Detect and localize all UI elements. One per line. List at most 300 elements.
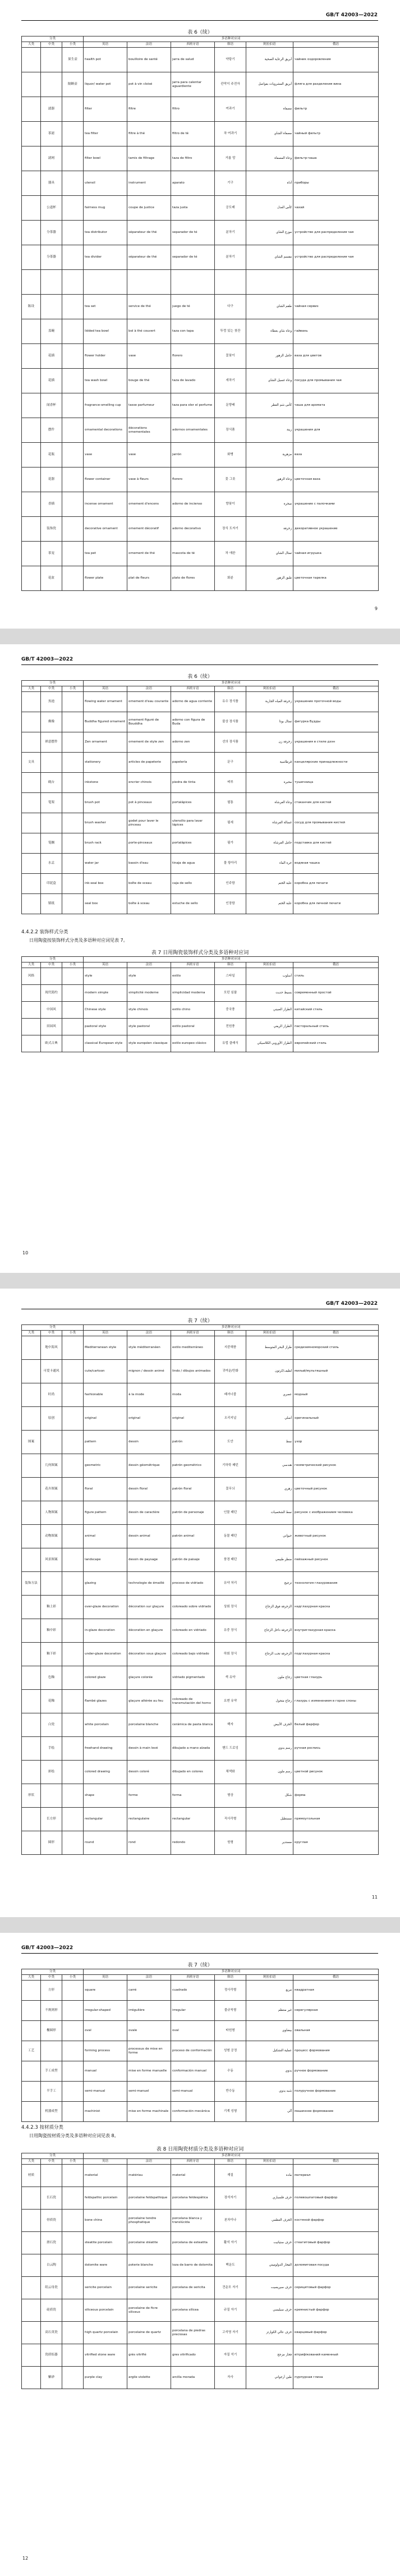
cell-arabic: مادة xyxy=(246,2165,293,2187)
cell-arabic: أداة xyxy=(246,171,293,196)
cell-russian: материал xyxy=(293,2165,379,2187)
cell-arabic: الخزف العظمي xyxy=(246,2210,293,2232)
cell-russian: квадратная xyxy=(293,1981,379,2001)
cell-arabic: محبرة xyxy=(246,773,293,793)
cell-category-mid: 花瓶 xyxy=(41,443,62,467)
cell-category-mid: 时尚 xyxy=(41,1383,62,1407)
header-dalei: 大类 xyxy=(22,962,41,968)
cell-category-minor xyxy=(62,344,84,369)
cell-korean: 귀여운/만화 xyxy=(215,1360,246,1383)
cell-spanish: coloreado en vidriado xyxy=(171,1619,215,1643)
cell-category-mid: 盖碗 xyxy=(41,319,62,344)
table-row xyxy=(22,813,379,833)
cell-arabic: آلي xyxy=(246,2102,293,2122)
cell-arabic: تمثال بوذا xyxy=(246,712,293,732)
header-fr: 法语 xyxy=(127,42,171,48)
cell-arabic: علبة الختم xyxy=(246,874,293,894)
table-row xyxy=(22,48,379,72)
cell-category-minor xyxy=(62,171,84,196)
cell-french: mignon / dessin animé xyxy=(127,1360,171,1383)
cell-korean: 원형 xyxy=(215,1831,246,1855)
cell-spanish: portalápices xyxy=(171,793,215,813)
cell-category-major xyxy=(22,418,41,443)
cell-spanish: adorno zen xyxy=(171,732,215,753)
cell-arabic: وعاء الفرشاة xyxy=(246,793,293,813)
cell-arabic: رسم يدوي xyxy=(246,1737,293,1761)
page-12 xyxy=(0,1933,400,2576)
cell-french: bassin d'eau xyxy=(127,854,171,874)
cell-arabic: الخزف الأبيض xyxy=(246,1713,293,1737)
cell-category-minor xyxy=(62,2254,84,2277)
cell-spanish: taza con tapa xyxy=(171,319,215,344)
cell-english: fairness mug xyxy=(84,196,127,221)
cell-category-mid xyxy=(41,72,62,97)
cell-category-major xyxy=(22,270,41,295)
table-row xyxy=(22,1981,379,2001)
cell-english: decorative ornament xyxy=(84,517,127,542)
table-row xyxy=(22,2102,379,2122)
cell-category-mid: 花盆 xyxy=(41,566,62,591)
cell-french: poterie blanche xyxy=(127,2254,171,2277)
table7-title: 表 7 日用陶瓷装饰样式分类及多语种对应词 xyxy=(151,950,249,956)
cell-category-mid: 茶宠 xyxy=(41,542,62,566)
table-row xyxy=(22,344,379,369)
cell-category-minor xyxy=(62,1035,84,1052)
section-paragraph: 日用陶瓷按材质分类及多语种对应词见表 8。 xyxy=(29,2133,119,2138)
cell-french: dessin de paysage xyxy=(127,1548,171,1572)
cell-category-mid xyxy=(41,1572,62,1596)
cell-english: ornamental decorations xyxy=(84,418,127,443)
cell-category-minor xyxy=(62,1548,84,1572)
table-row xyxy=(22,1336,379,1360)
header-en: 英语 xyxy=(84,1975,127,1981)
section-heading-4-4-2-3: 4.4.2.3 按材质分类 xyxy=(21,2125,63,2130)
cell-category-mid: 方形 xyxy=(41,1981,62,2001)
cell-arabic: فخار مزجج xyxy=(246,2344,293,2367)
cell-russian: белый фарфор xyxy=(293,1713,379,1737)
cell-korean: 유수 장식품 xyxy=(215,692,246,712)
cell-arabic: حيواني xyxy=(246,1525,293,1548)
cell-korean: 타원형 xyxy=(215,2021,246,2041)
cell-arabic: حامل الزهور xyxy=(246,344,293,369)
cell-arabic: خزف عالي الكوارتز xyxy=(246,2322,293,2344)
table-header-row xyxy=(22,681,379,686)
cell-category-minor xyxy=(62,1596,84,1619)
cell-category-mid: 几何图案 xyxy=(41,1454,62,1478)
cell-category-major xyxy=(22,692,41,712)
cell-category-minor xyxy=(62,122,84,146)
cell-category-major xyxy=(22,1643,41,1666)
cell-arabic: شبه يدوي xyxy=(246,2082,293,2102)
cell-category-major xyxy=(22,2322,41,2344)
cell-category-minor xyxy=(62,2001,84,2021)
header-ar: 阿拉伯语 xyxy=(246,1331,293,1336)
cell-spanish: dibujado a mano alzada xyxy=(171,1737,215,1761)
cell-category-mid: 花插 xyxy=(41,369,62,393)
cell-english: over-glaze decoration xyxy=(84,1596,127,1619)
table-row xyxy=(22,2041,379,2061)
cell-category-minor xyxy=(62,1019,84,1035)
table-row xyxy=(22,221,379,245)
cell-category-mid: 白云陶 xyxy=(41,2254,62,2277)
table-row xyxy=(22,1737,379,1761)
cell-category-major xyxy=(22,1808,41,1831)
cell-category-minor xyxy=(62,443,84,467)
table-row xyxy=(22,2367,379,2389)
cell-arabic: زخرفة المياه الجارية xyxy=(246,692,293,712)
cell-spanish: dibujado en colores xyxy=(171,1761,215,1784)
table-row xyxy=(22,566,379,591)
cell-category-major xyxy=(22,2367,41,2389)
cell-french: technologie de émaillé xyxy=(127,1572,171,1596)
cell-category-minor xyxy=(62,1454,84,1478)
page-9 xyxy=(0,0,400,629)
table-row xyxy=(22,1784,379,1808)
cell-category-minor xyxy=(62,753,84,773)
page-separator xyxy=(0,1917,400,1933)
cell-category-minor xyxy=(62,2021,84,2041)
header-rule xyxy=(21,20,378,21)
header-ar: 阿拉伯语 xyxy=(246,1975,293,1981)
cell-spanish: porcelana silícea xyxy=(171,2299,215,2322)
cell-russian: современный простой xyxy=(293,985,379,1002)
cell-spanish: taza justa xyxy=(171,196,215,221)
cell-french: rectangulaire xyxy=(127,1808,171,1831)
header-es: 西班牙语 xyxy=(171,1331,215,1336)
cell-category-major xyxy=(22,1666,41,1690)
cell-spanish: jarra de salud xyxy=(171,48,215,72)
table8-title: 表 8 日用陶瓷材质分类及多语种对应词 xyxy=(156,2147,244,2152)
cell-arabic: منظر طبيعي xyxy=(246,1548,293,1572)
cell-russian: стаканчик для кистей xyxy=(293,793,379,813)
table-row xyxy=(22,1619,379,1643)
cell-category-minor: 果生壶 xyxy=(62,48,84,72)
table-row xyxy=(22,467,379,492)
table-row xyxy=(22,2165,379,2187)
cell-arabic: طراز البحر المتوسط xyxy=(246,1336,293,1360)
cell-arabic: طين أرجواني xyxy=(246,2367,293,2389)
cell-english: flower container xyxy=(84,467,127,492)
cell-category-minor xyxy=(62,968,84,985)
header-fr: 法语 xyxy=(127,686,171,692)
cell-english: cute/cartoon xyxy=(84,1360,127,1383)
header-ru: 俄语 xyxy=(293,2159,379,2165)
cell-spanish: conformación manual xyxy=(171,2061,215,2082)
cell-arabic: الفخار الدولوميتي xyxy=(246,2254,293,2277)
header-group: 分类 xyxy=(22,1969,84,1975)
cell-category-mid: 手绘 xyxy=(41,1737,62,1761)
cell-french: dessin géométrique xyxy=(127,1454,171,1478)
table-row xyxy=(22,2187,379,2210)
cell-category-major xyxy=(22,854,41,874)
cell-russian: китайский стиль xyxy=(293,1002,379,1019)
cell-french: style pastoral xyxy=(127,1019,171,1035)
cell-korean: 차 애완 xyxy=(215,542,246,566)
table-row xyxy=(22,1713,379,1737)
cell-category-mid: 机器成型 xyxy=(41,2102,62,2122)
cell-category-major xyxy=(22,1619,41,1643)
cell-russian: украшения для xyxy=(293,418,379,443)
table7b-title: 表 7（续） xyxy=(187,1318,213,1324)
table-row xyxy=(22,1643,379,1666)
cell-korean: 선의 장식품 xyxy=(215,732,246,753)
cell-french: instrument xyxy=(127,171,171,196)
cell-category-major: 陈设 xyxy=(22,295,41,319)
header-rule xyxy=(21,1953,378,1954)
cell-russian: животный рисунок xyxy=(293,1525,379,1548)
table-row xyxy=(22,2299,379,2322)
cell-arabic: مقسم الشاي xyxy=(246,245,293,270)
table-row xyxy=(22,97,379,122)
cell-english: brush pot xyxy=(84,793,127,813)
cell-russian: чайник оздоровления xyxy=(293,48,379,72)
cell-category-minor xyxy=(62,1501,84,1525)
cell-russian: модный xyxy=(293,1383,379,1407)
cell-arabic: نمط xyxy=(246,1431,293,1454)
cell-spanish: adornos ornamentales xyxy=(171,418,215,443)
cell-english: incense ornament xyxy=(84,492,127,517)
cell-spanish: tinaja de agua xyxy=(171,854,215,874)
cell-category-minor xyxy=(62,1407,84,1431)
cell-russian: кварцевый фарфор xyxy=(293,2322,379,2344)
cell-spanish: patrón de paisaje xyxy=(171,1548,215,1572)
table-row xyxy=(22,1407,379,1431)
cell-french: dessin xyxy=(127,1431,171,1454)
cell-russian xyxy=(293,270,379,295)
table-row xyxy=(22,1454,379,1478)
cell-russian: устройство для распределения чая xyxy=(293,221,379,245)
header-xiaolei: 小类 xyxy=(62,962,84,968)
cell-category-minor xyxy=(62,2232,84,2254)
table-header-row xyxy=(22,42,379,48)
table-row xyxy=(22,517,379,542)
cell-arabic: الزخرفة فوق الزجاج xyxy=(246,1596,293,1619)
cell-korean: 기계 성형 xyxy=(215,2102,246,2122)
cell-category-major xyxy=(22,2102,41,2122)
cell-english: tea pet xyxy=(84,542,127,566)
cell-russian: чахай xyxy=(293,196,379,221)
cell-category-mid xyxy=(41,295,62,319)
cell-french: dessin coloré xyxy=(127,1761,171,1784)
cell-arabic: كأس العدل xyxy=(246,196,293,221)
cell-english: pastoral style xyxy=(84,1019,127,1035)
cell-category-mid: 骨质瓷 xyxy=(41,2210,62,2232)
cell-category-minor xyxy=(62,542,84,566)
cell-spanish: proceso de vidriado xyxy=(171,1572,215,1596)
cell-spanish: porcelana de sericita xyxy=(171,2277,215,2299)
cell-russian: глазурь с изменением в горне слоны xyxy=(293,1690,379,1713)
cell-french: séparateur de thé xyxy=(127,221,171,245)
cell-category-mid: 花卉图案 xyxy=(41,1478,62,1501)
cell-russian: водяная чашка xyxy=(293,854,379,874)
cell-korean: 인주함 xyxy=(215,874,246,894)
cell-category-minor xyxy=(62,1784,84,1808)
cell-arabic: موزع الشاي xyxy=(246,221,293,245)
cell-category-mid xyxy=(41,2041,62,2061)
cell-korean: 물 항아리 xyxy=(215,854,246,874)
cell-category-mid xyxy=(41,2165,62,2187)
header-multilingual: 多语种对应词 xyxy=(84,681,379,686)
table-row xyxy=(22,2001,379,2021)
cell-arabic: بيضاوي xyxy=(246,2021,293,2041)
table-header-row xyxy=(22,2153,379,2159)
header-es: 西班牙语 xyxy=(171,42,215,48)
cell-russian: канцелярские принадлежности xyxy=(293,753,379,773)
cell-russian: тушечница xyxy=(293,773,379,793)
cell-category-major xyxy=(22,1981,41,2001)
cell-russian: чайный фильтр xyxy=(293,122,379,146)
cell-category-minor xyxy=(62,1431,84,1454)
header-fr: 法语 xyxy=(127,962,171,968)
cell-russian: форма xyxy=(293,1784,379,1808)
cell-arabic: مبخرة xyxy=(246,492,293,517)
header-zhonglei: 中类 xyxy=(41,686,62,692)
cell-korean: 유럽 클래식 xyxy=(215,1035,246,1052)
cell-category-mid: 长石瓷 xyxy=(41,2187,62,2210)
header-ja: 韩语 xyxy=(215,42,246,48)
cell-korean: 전원풍 xyxy=(215,1019,246,1035)
header-multilingual: 多语种对应词 xyxy=(84,36,379,42)
cell-korean: 백운도 xyxy=(215,2254,246,2277)
cell-russian: чайная сервиз xyxy=(293,295,379,319)
cell-category-mid: 绢云母瓷 xyxy=(41,2277,62,2299)
header-dalei: 大类 xyxy=(22,42,41,48)
cell-spanish: mascota de té xyxy=(171,542,215,566)
cell-korean: 다구 xyxy=(215,295,246,319)
cell-english: animal xyxy=(84,1525,127,1548)
cell-korean: 불상 장식품 xyxy=(215,712,246,732)
cell-category-minor xyxy=(62,985,84,1002)
table-row xyxy=(22,712,379,732)
cell-category-mid: 佛像 xyxy=(41,712,62,732)
cell-arabic: أصلي xyxy=(246,1407,293,1431)
cell-category-major xyxy=(22,2061,41,2082)
header-multilingual: 多语种对应词 xyxy=(84,1325,379,1331)
cell-russian: ручное формование xyxy=(293,2061,379,2082)
header-ru: 俄语 xyxy=(293,686,379,692)
cell-arabic: خزف سيريسيت xyxy=(246,2277,293,2299)
table-row xyxy=(22,1831,379,1855)
cell-category-major: 材质 xyxy=(22,2165,41,2187)
cell-korean: 도안 xyxy=(215,1431,246,1454)
cell-category-major xyxy=(22,2021,41,2041)
cell-korean: 형상 xyxy=(215,1784,246,1808)
cell-category-mid: 椭圆形 xyxy=(41,2021,62,2041)
cell-russian: пурпурная глина xyxy=(293,2367,379,2389)
cell-russian: чайная игрушка xyxy=(293,542,379,566)
cell-spanish: material xyxy=(171,2165,215,2187)
cell-category-mid: 滑石瓷 xyxy=(41,2232,62,2254)
header-es: 西班牙语 xyxy=(171,962,215,968)
cell-category-mid: 摆件 xyxy=(41,418,62,443)
cell-category-mid: 禅意摆件 xyxy=(41,732,62,753)
cell-category-major xyxy=(22,2254,41,2277)
cell-spanish: conformación mecánica xyxy=(171,2102,215,2122)
table-row xyxy=(22,492,379,517)
table-row xyxy=(22,1431,379,1454)
cell-category-minor xyxy=(62,1336,84,1360)
header-es: 西班牙语 xyxy=(171,1975,215,1981)
cell-category-major xyxy=(22,1761,41,1784)
cell-korean: 요변 유약 xyxy=(215,1690,246,1713)
table-row xyxy=(22,2277,379,2299)
cell-russian: цветочная ваза xyxy=(293,467,379,492)
cell-category-mid: 圆形 xyxy=(41,1831,62,1855)
cell-spanish: patrón geométrico xyxy=(171,1454,215,1478)
cell-category-mid xyxy=(41,753,62,773)
cell-category-major xyxy=(22,1383,41,1407)
cell-arabic: عصري xyxy=(246,1383,293,1407)
cell-category-mid xyxy=(41,270,62,295)
cell-category-major xyxy=(22,1019,41,1035)
cell-category-mid: 釉中彩 xyxy=(41,1619,62,1643)
cell-french: décoration sur glaçure xyxy=(127,1596,171,1619)
table-row xyxy=(22,146,379,171)
cell-arabic: زينة xyxy=(246,418,293,443)
cell-english: pattern xyxy=(84,1431,127,1454)
cell-english: classical European style xyxy=(84,1035,127,1052)
cell-french: boîte à sceau xyxy=(127,894,171,914)
cell-category-major xyxy=(22,492,41,517)
header-fr: 法语 xyxy=(127,1975,171,1981)
cell-french: tasse parfumeur xyxy=(127,393,171,418)
cell-korean: 화병 xyxy=(215,443,246,467)
cell-arabic: جرة الماء xyxy=(246,854,293,874)
page-number: 11 xyxy=(371,1895,378,1900)
cell-category-major xyxy=(22,732,41,753)
header-standard-code: GB/T 42003—2022 xyxy=(21,1945,73,1951)
table-header-row xyxy=(22,1969,379,1975)
cell-english: flower holder xyxy=(84,344,127,369)
cell-category-major xyxy=(22,894,41,914)
cell-russian: технология глазурования xyxy=(293,1572,379,1596)
cell-french: encrier chinois xyxy=(127,773,171,793)
cell-french: bouge de thé xyxy=(127,369,171,393)
header-es: 西班牙语 xyxy=(171,686,215,692)
cell-english: manual xyxy=(84,2061,127,2082)
cell-spanish: patrón animal xyxy=(171,1525,215,1548)
cell-spanish: caja de sello xyxy=(171,874,215,894)
cell-category-major xyxy=(22,1478,41,1501)
cell-french: séparateur de thé xyxy=(127,245,171,270)
cell-category-mid: 中国风 xyxy=(41,1002,62,1019)
table-header-row xyxy=(22,1331,379,1336)
cell-category-minor xyxy=(62,2187,84,2210)
cell-french: décoration sous glaçure xyxy=(127,1643,171,1666)
cell-korean: 장식 도자기 xyxy=(215,517,246,542)
cell-russian: серицитовый фарфор xyxy=(293,2277,379,2299)
table-row xyxy=(22,369,379,393)
cell-spanish: adorno de incienso xyxy=(171,492,215,517)
cell-arabic: الطراز الأوروبي الكلاسيكي xyxy=(246,1035,293,1052)
cell-russian: костяной фарфор xyxy=(293,2210,379,2232)
cell-category-minor xyxy=(62,1690,84,1713)
cell-french: original xyxy=(127,1407,171,1431)
cell-english: flambé glazes xyxy=(84,1690,127,1713)
cell-english: tea filter xyxy=(84,122,127,146)
cell-category-minor: 隔断壶 xyxy=(62,72,84,97)
cell-korean: 문구 xyxy=(215,753,246,773)
cell-russian: средиземноморский стиль xyxy=(293,1336,379,1360)
cell-category-minor xyxy=(62,1666,84,1690)
cell-arabic: الطراز الريفي xyxy=(246,1019,293,1035)
cell-french: style méditerranéen xyxy=(127,1336,171,1360)
cell-english: shape xyxy=(84,1784,127,1808)
section-paragraph: 日用陶瓷按装饰样式分类及多语种对应词见表 7。 xyxy=(29,938,128,943)
cell-category-minor xyxy=(62,732,84,753)
cell-arabic: طقم الشاي xyxy=(246,295,293,319)
cell-arabic: وعاء غسيل الشاي xyxy=(246,369,293,393)
